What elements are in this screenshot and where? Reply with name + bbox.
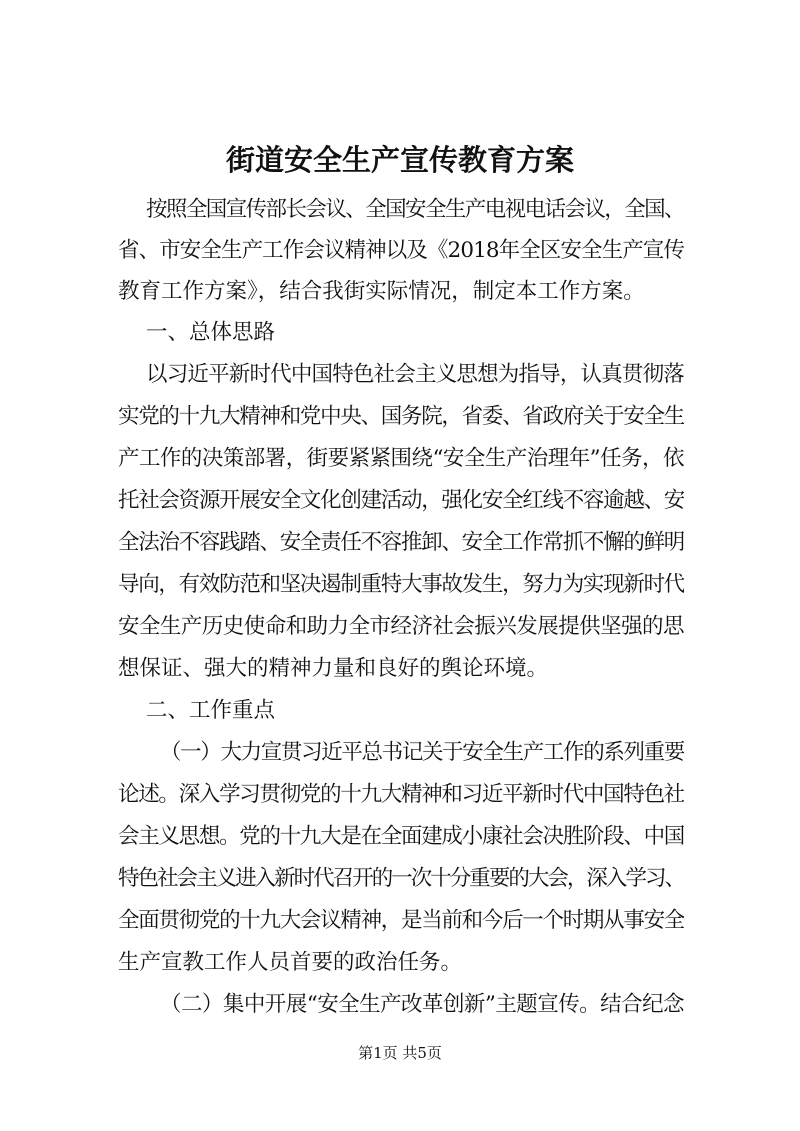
paragraph-line: 按照全国宣传部长会议、全国安全生产电视电话会议，全国、 [146,197,684,222]
paragraph-line: 生产宣教工作人员首要的政治任务。 [118,950,463,975]
section-heading: 一、总体思路 [146,320,276,345]
paragraph-line: 论述。深入学习贯彻党的十九大精神和习近平新时代中国特色社 [118,782,684,807]
document-title: 街道安全生产宣传教育方案 [225,143,574,177]
paragraph-line: 省、市安全生产工作会议精神以及《2018年全区安全生产宣传 [118,238,684,263]
paragraph-line: 想保证、强大的精神力量和良好的舆论环境。 [118,656,549,681]
paragraph-line: 会主义思想。党的十九大是在全面建成小康社会决胜阶段、中国 [118,824,684,849]
paragraph-line: 全面贯彻党的十九大会议精神，是当前和今后一个时期从事安全 [118,908,684,933]
paragraph-line: 产工作的决策部署，街要紧紧围绕“安全生产治理年”任务，依 [118,446,684,471]
paragraph-line: （二）集中开展“安全生产改革创新”主题宣传。结合纪念 [160,992,684,1017]
paragraph-line: 托社会资源开展安全文化创建活动，强化安全红线不容逾越、安 [118,488,684,513]
paragraph-line: 教育工作方案》，结合我街实际情况，制定本工作方案。 [118,279,645,304]
page-number: 第1页 共5页 [358,1044,442,1062]
paragraph-line: 导向，有效防范和坚决遏制重特大事故发生，努力为实现新时代 [118,572,684,597]
paragraph-line: 全法治不容践踏、安全责任不容推卸、安全工作常抓不懈的鲜明 [118,530,684,555]
paragraph-line: 实党的十九大精神和党中央、国务院，省委、省政府关于安全生 [118,404,684,429]
paragraph-line: （一）大力宣贯习近平总书记关于安全生产工作的系列重要 [160,740,684,765]
paragraph-line: 特色社会主义进入新时代召开的一次十分重要的大会，深入学习、 [118,866,684,891]
paragraph-line: 以习近平新时代中国特色社会主义思想为指导，认真贯彻落 [146,362,684,387]
section-heading: 二、工作重点 [146,698,276,723]
paragraph-line: 安全生产历史使命和助力全市经济社会振兴发展提供坚强的思 [118,614,684,639]
